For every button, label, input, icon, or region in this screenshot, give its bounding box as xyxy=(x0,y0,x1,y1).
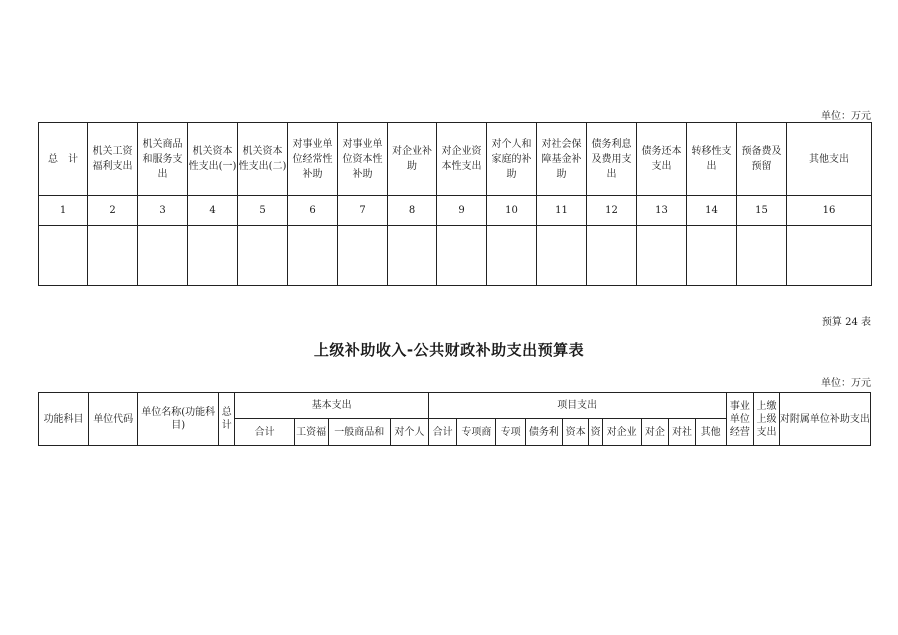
header-unit-code: 单位代码 xyxy=(89,393,138,446)
project-debt-interest: 债务利 xyxy=(526,419,563,446)
bottom-unit-label: 单位：万元 xyxy=(821,378,871,389)
data-cell[interactable] xyxy=(487,226,537,286)
top-data-row xyxy=(39,226,872,286)
col-number: 14 xyxy=(687,196,737,226)
data-cell[interactable] xyxy=(537,226,587,286)
header-function-subject: 功能科目 xyxy=(39,393,89,446)
header-reserve: 预备费及预留 xyxy=(737,123,787,196)
header-basic-expenditure: 基本支出 xyxy=(235,393,428,419)
data-cell[interactable] xyxy=(338,226,388,286)
col-number: 2 xyxy=(88,196,138,226)
project-special-goods: 专项商 xyxy=(457,419,496,446)
col-number: 12 xyxy=(587,196,637,226)
bottom-header-row-1 xyxy=(39,393,871,419)
data-cell[interactable] xyxy=(437,226,487,286)
basic-individual: 对个人 xyxy=(390,419,428,446)
header-staff-welfare: 机关工资福利支出 xyxy=(88,123,138,196)
header-debt-principal: 债务还本支出 xyxy=(637,123,687,196)
header-transfer: 转移性支出 xyxy=(687,123,737,196)
header-capital-1: 机关资本性支出(一) xyxy=(188,123,238,196)
col-number: 10 xyxy=(487,196,537,226)
col-number: 3 xyxy=(138,196,188,226)
col-number: 1 xyxy=(39,196,88,226)
table-code: 预算 24 表 xyxy=(821,317,871,328)
data-cell[interactable] xyxy=(737,226,787,286)
header-total: 总计 xyxy=(219,393,235,446)
data-cell[interactable] xyxy=(587,226,637,286)
header-household-subsidy: 对个人和家庭的补助 xyxy=(487,123,537,196)
col-number: 9 xyxy=(437,196,487,226)
data-cell[interactable] xyxy=(88,226,138,286)
col-number: 8 xyxy=(388,196,437,226)
header-institution-regular: 对事业单位经常性补助 xyxy=(288,123,338,196)
header-enterprise-subsidy: 对企业补助 xyxy=(388,123,437,196)
project-social: 对社 xyxy=(669,419,696,446)
header-affiliated-subsidy: 对附属单位补助支出 xyxy=(779,393,870,446)
header-total: 总 计 xyxy=(39,123,88,196)
col-number: 7 xyxy=(338,196,388,226)
bottom-expenditure-table xyxy=(38,392,871,446)
col-number: 16 xyxy=(787,196,872,226)
header-project-expenditure: 项目支出 xyxy=(428,393,726,419)
col-number: 6 xyxy=(288,196,338,226)
data-cell[interactable] xyxy=(687,226,737,286)
header-capital-2: 机关资本性支出(二) xyxy=(238,123,288,196)
header-enterprise-capital: 对企业资本性支出 xyxy=(437,123,487,196)
header-unit-name: 单位名称(功能科目) xyxy=(138,393,219,446)
basic-goods: 一般商品和 xyxy=(328,419,390,446)
project-other: 其他 xyxy=(695,419,726,446)
top-unit-label: 单位：万元 xyxy=(821,111,871,122)
data-cell[interactable] xyxy=(188,226,238,286)
header-social-security: 对社会保障基金补助 xyxy=(537,123,587,196)
project-enterprise: 对企业 xyxy=(602,419,641,446)
project-enterprise-2: 对企 xyxy=(641,419,669,446)
data-cell[interactable] xyxy=(138,226,188,286)
col-number: 13 xyxy=(637,196,687,226)
header-debt-interest: 债务利息及费用支出 xyxy=(587,123,637,196)
data-cell[interactable] xyxy=(238,226,288,286)
header-other: 其他支出 xyxy=(787,123,872,196)
top-number-row xyxy=(39,196,872,226)
basic-wages: 工资福 xyxy=(294,419,328,446)
project-special: 专项 xyxy=(496,419,526,446)
header-institution-operation: 事业单位经营 xyxy=(726,393,754,446)
project-capital: 资本 xyxy=(562,419,589,446)
header-goods-services: 机关商品和服务支出 xyxy=(138,123,188,196)
col-number: 11 xyxy=(537,196,587,226)
header-institution-capital: 对事业单位资本性补助 xyxy=(338,123,388,196)
data-cell[interactable] xyxy=(39,226,88,286)
col-number: 15 xyxy=(737,196,787,226)
top-expenditure-table xyxy=(38,122,872,286)
data-cell[interactable] xyxy=(637,226,687,286)
data-cell[interactable] xyxy=(288,226,338,286)
col-number: 4 xyxy=(188,196,238,226)
data-cell[interactable] xyxy=(787,226,872,286)
header-remit-superior: 上缴上级支出 xyxy=(754,393,780,446)
page-title: 上级补助收入-公共财政补助支出预算表 xyxy=(313,341,585,359)
col-number: 5 xyxy=(238,196,288,226)
top-header-row xyxy=(39,123,872,196)
data-cell[interactable] xyxy=(388,226,437,286)
basic-subtotal: 合计 xyxy=(235,419,294,446)
project-capital-2: 资 xyxy=(589,419,602,446)
project-subtotal: 合计 xyxy=(428,419,457,446)
